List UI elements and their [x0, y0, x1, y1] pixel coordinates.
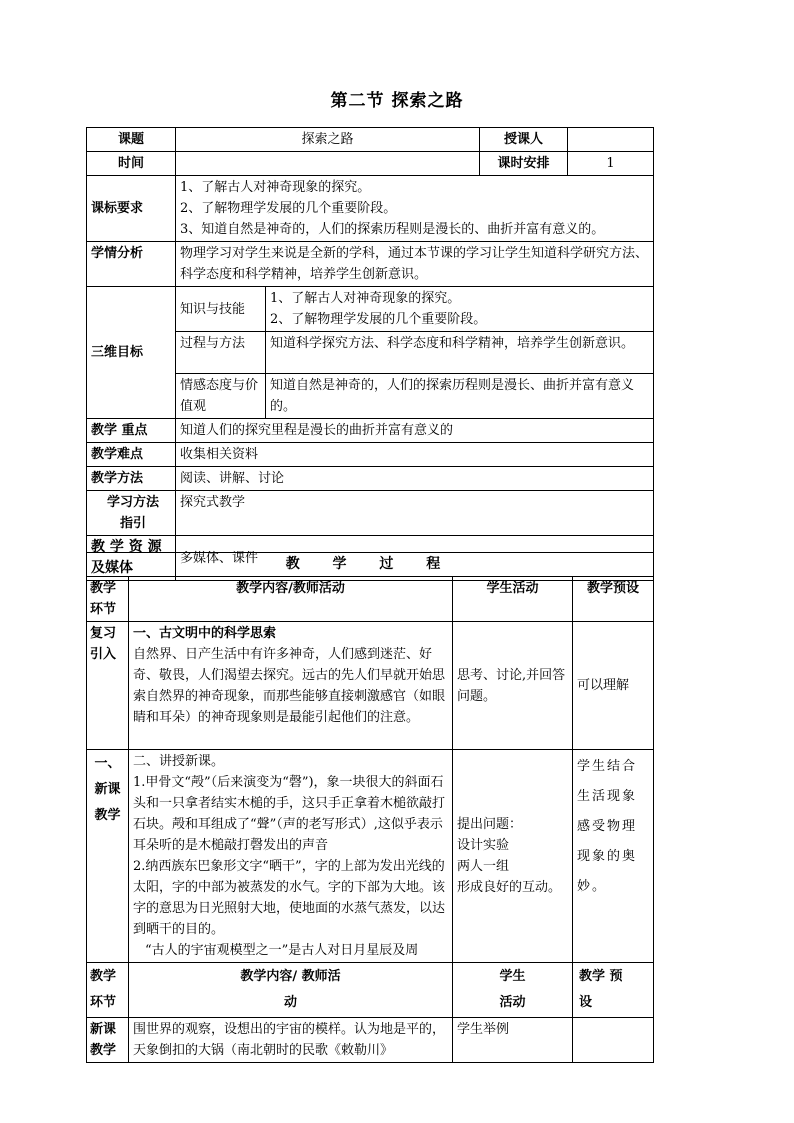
teaching-process-table	[86, 552, 654, 1063]
resource-text: 多媒体、课件	[176, 536, 654, 581]
row3-preset	[573, 1018, 654, 1063]
hours-value: 1	[568, 152, 654, 176]
row1-content-title: 一、古文明中的科学思索	[133, 626, 277, 641]
row1-stage: 复习引入	[87, 622, 129, 750]
row2-preset: 学生结合生活现象感受物理现象的奥妙。	[573, 750, 654, 963]
goal-knowledge-line: 1、了解古人对神奇现象的探究。	[270, 291, 461, 306]
subject-value: 探索之路	[176, 128, 480, 152]
row1-student: 思考、讨论,并回答问题。	[453, 622, 573, 750]
method-text: 阅读、讲解、讨论	[176, 467, 654, 491]
row2-student-line: 设计实验	[457, 838, 510, 853]
stage-header-2: 教学环节	[87, 963, 129, 1018]
row2-student-line: 两人一组	[457, 859, 510, 874]
row2-student-line: 提出问题：	[457, 817, 523, 832]
guide-label: 学习方法指引	[87, 491, 176, 536]
row2-content-line: 二、讲授新课。	[133, 754, 225, 769]
analysis-label: 学情分析	[87, 242, 176, 287]
content-header-2: 教学内容/ 教师活动	[129, 963, 453, 1018]
row2-content-line: 2.纳西族东巴象形文字“晒干”，字的上部为发出光线的太阳，字的中部为被蒸发的水气。字的下部为大地。该字的意思为日光照射大地，使地面的水蒸气蒸发，以达到晒干的目的。	[133, 859, 446, 937]
goal-knowledge-line: 2、了解物理学发展的几个重要阶段。	[270, 312, 487, 327]
row2-content	[129, 750, 453, 963]
difficulty-label: 教学难点	[87, 443, 176, 467]
content-header: 教学内容/教师活动	[129, 577, 453, 622]
student-header-2: 学生 活动	[453, 963, 573, 1018]
goal-knowledge-content	[266, 287, 654, 332]
standard-line: 2、了解物理学发展的几个重要阶段。	[180, 201, 397, 216]
time-label: 时间	[87, 152, 176, 176]
hours-label: 课时安排	[480, 152, 568, 176]
standard-line: 1、了解古人对神奇现象的探究。	[180, 180, 371, 195]
process-heading: 教 学 过 程	[87, 553, 654, 577]
goal-process-label: 过程与方法	[176, 332, 266, 374]
key-label: 教学 重点	[87, 419, 176, 443]
goal-emotion-text: 知道自然是神奇的，人们的探索历程则是漫长、曲折并富有意义的。	[266, 374, 654, 419]
row1-content-text: 自然界、日产生活中有许多神奇，人们感到迷茫、好奇、敬畏，人们渴望去探究。远古的先人们早就开始思索自然界的神奇现象，而那些能够直接刺激感官（如眼睛和耳朵）的神奇现象则是最能引起他们的注意。	[133, 647, 446, 725]
resource-label: 教 学 资 源 及媒体	[87, 536, 176, 581]
subject-label: 课题	[87, 128, 176, 152]
guide-text: 探究式教学	[176, 491, 654, 536]
goal-process-text: 知道科学探究方法、科学态度和科学精神，培养学生创新意识。	[266, 332, 654, 374]
lesson-info-table	[86, 127, 654, 581]
stage-header: 教学环节	[87, 577, 129, 622]
row2-stage: 一、新课教学	[87, 750, 129, 963]
difficulty-text: 收集相关资料	[176, 443, 654, 467]
preset-header-2: 教学 预设	[573, 963, 654, 1018]
teacher-value	[568, 128, 654, 152]
standard-line: 3、知道自然是神奇的，人们的探索历程则是漫长的、曲折并富有意义的。	[180, 222, 605, 237]
goal-emotion-label: 情感态度与价值观	[176, 374, 266, 419]
preset-header: 教学预设	[573, 577, 654, 622]
row1-content	[129, 622, 453, 750]
row1-preset: 可以理解	[573, 622, 654, 750]
row2-student-line: 形成良好的互动。	[457, 880, 562, 895]
row3-stage: 新课教学	[87, 1018, 129, 1063]
goals-label: 三维目标	[87, 287, 176, 419]
row2-student	[453, 750, 573, 963]
goal-knowledge-label: 知识与技能	[176, 287, 266, 332]
row2-content-line: “古人的宇宙观模型之一”是古人对日月星辰及周	[145, 943, 419, 958]
standard-content	[176, 176, 654, 242]
row2-content-line: 1.甲骨文“殸”（后来演变为“磬”)，象一块很大的斜面石头和一只拿者结实木槌的手，这只手正拿着木槌欲敲打石块。殸和耳组成了“聲”（声的老写形式）,这似乎表示耳朵听的是木槌敲打磬发出的声音	[133, 775, 446, 853]
time-value	[176, 152, 480, 176]
standard-label: 课标要求	[87, 176, 176, 242]
row3-content: 围世界的观察，设想出的宇宙的模样。认为地是平的，天象倒扣的大锅（南北朝时的民歌《敕勒川》	[129, 1018, 453, 1063]
analysis-text: 物理学习对学生来说是全新的学科，通过本节课的学习让学生知道科学研究方法、科学态度和科学精神，培养学生创新意识。	[176, 242, 654, 287]
key-text: 知道人们的探究里程是漫长的曲折并富有意义的	[176, 419, 654, 443]
student-header: 学生活动	[453, 577, 573, 622]
page-title: 第二节 探索之路	[330, 91, 464, 111]
teacher-label: 授课人	[480, 128, 568, 152]
method-label: 教学方法	[87, 467, 176, 491]
row3-student: 学生举例	[453, 1018, 573, 1063]
